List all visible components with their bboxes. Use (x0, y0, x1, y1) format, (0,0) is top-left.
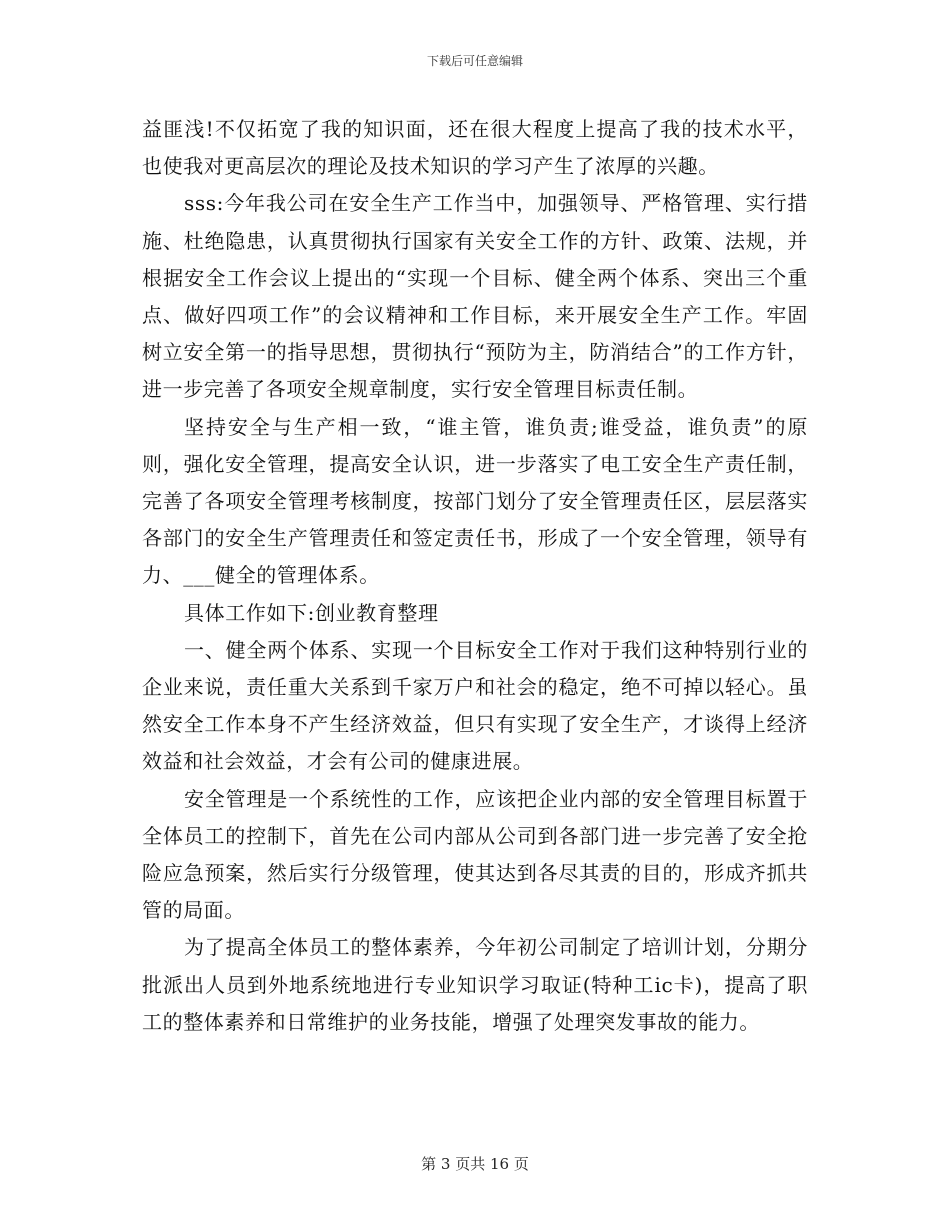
paragraph-1: 益匪浅!不仅拓宽了我的知识面，还在很大程度上提高了我的技术水平，也使我对更高层次的理论及技术知识的学习产生了浓厚的兴趣。 (142, 117, 808, 179)
paragraph-3: 坚持安全与生产相一致，“谁主管，谁负责;谁受益，谁负责”的原则，强化安全管理，提高安全认识，进一步落实了电工安全生产责任制，完善了各项安全管理考核制度，按部门划分了安全管理责任区，层层落实各部门的安全生产管理责任和签定责任书，形成了一个安全管理，领导有力、___健全的管理体系。 (142, 414, 808, 588)
paragraph-7: 为了提高全体员工的整体素养，今年初公司制定了培训计划，分期分批派出人员到外地系统地进行专业知识学习取证(特种工ic卡)，提高了职工的整体素养和日常维护的业务技能，增强了处理突发事故的能力。 (142, 935, 808, 1034)
document-body (142, 111, 808, 1041)
paragraph-4: 具体工作如下:创业教育整理 (184, 600, 439, 625)
paragraph-5: 一、健全两个体系、实现一个目标安全工作对于我们这种特别行业的企业来说，责任重大关系到千家万户和社会的稳定，绝不可掉以轻心。虽然安全工作本身不产生经济效益，但只有实现了安全生产，才谈得上经济效益和社会效益，才会有公司的健康进展。 (142, 637, 808, 774)
page-footer: 第 3 页共 16 页 (421, 1155, 529, 1173)
paragraph-2: sss:今年我公司在安全生产工作当中，加强领导、严格管理、实行措施、杜绝隐患，认真贯彻执行国家有关安全工作的方针、政策、法规，并根据安全工作会议上提出的“实现一个目标、健全两个体系、突出三个重点、做好四项工作”的会议精神和工作目标，来开展安全生产工作。牢固树立安全第一的指导思想，贯彻执行“预防为主，防消结合”的工作方针，进一步完善了各项安全规章制度，实行安全管理目标责任制。 (142, 191, 808, 402)
paragraph-6: 安全管理是一个系统性的工作，应该把企业内部的安全管理目标置于全体员工的控制下，首先在公司内部从公司到各部门进一步完善了安全抢险应急预案，然后实行分级管理，使其达到各尽其责的目的，形成齐抓共管的局面。 (142, 786, 808, 923)
page-header: 下载后可任意编辑 (426, 54, 523, 68)
